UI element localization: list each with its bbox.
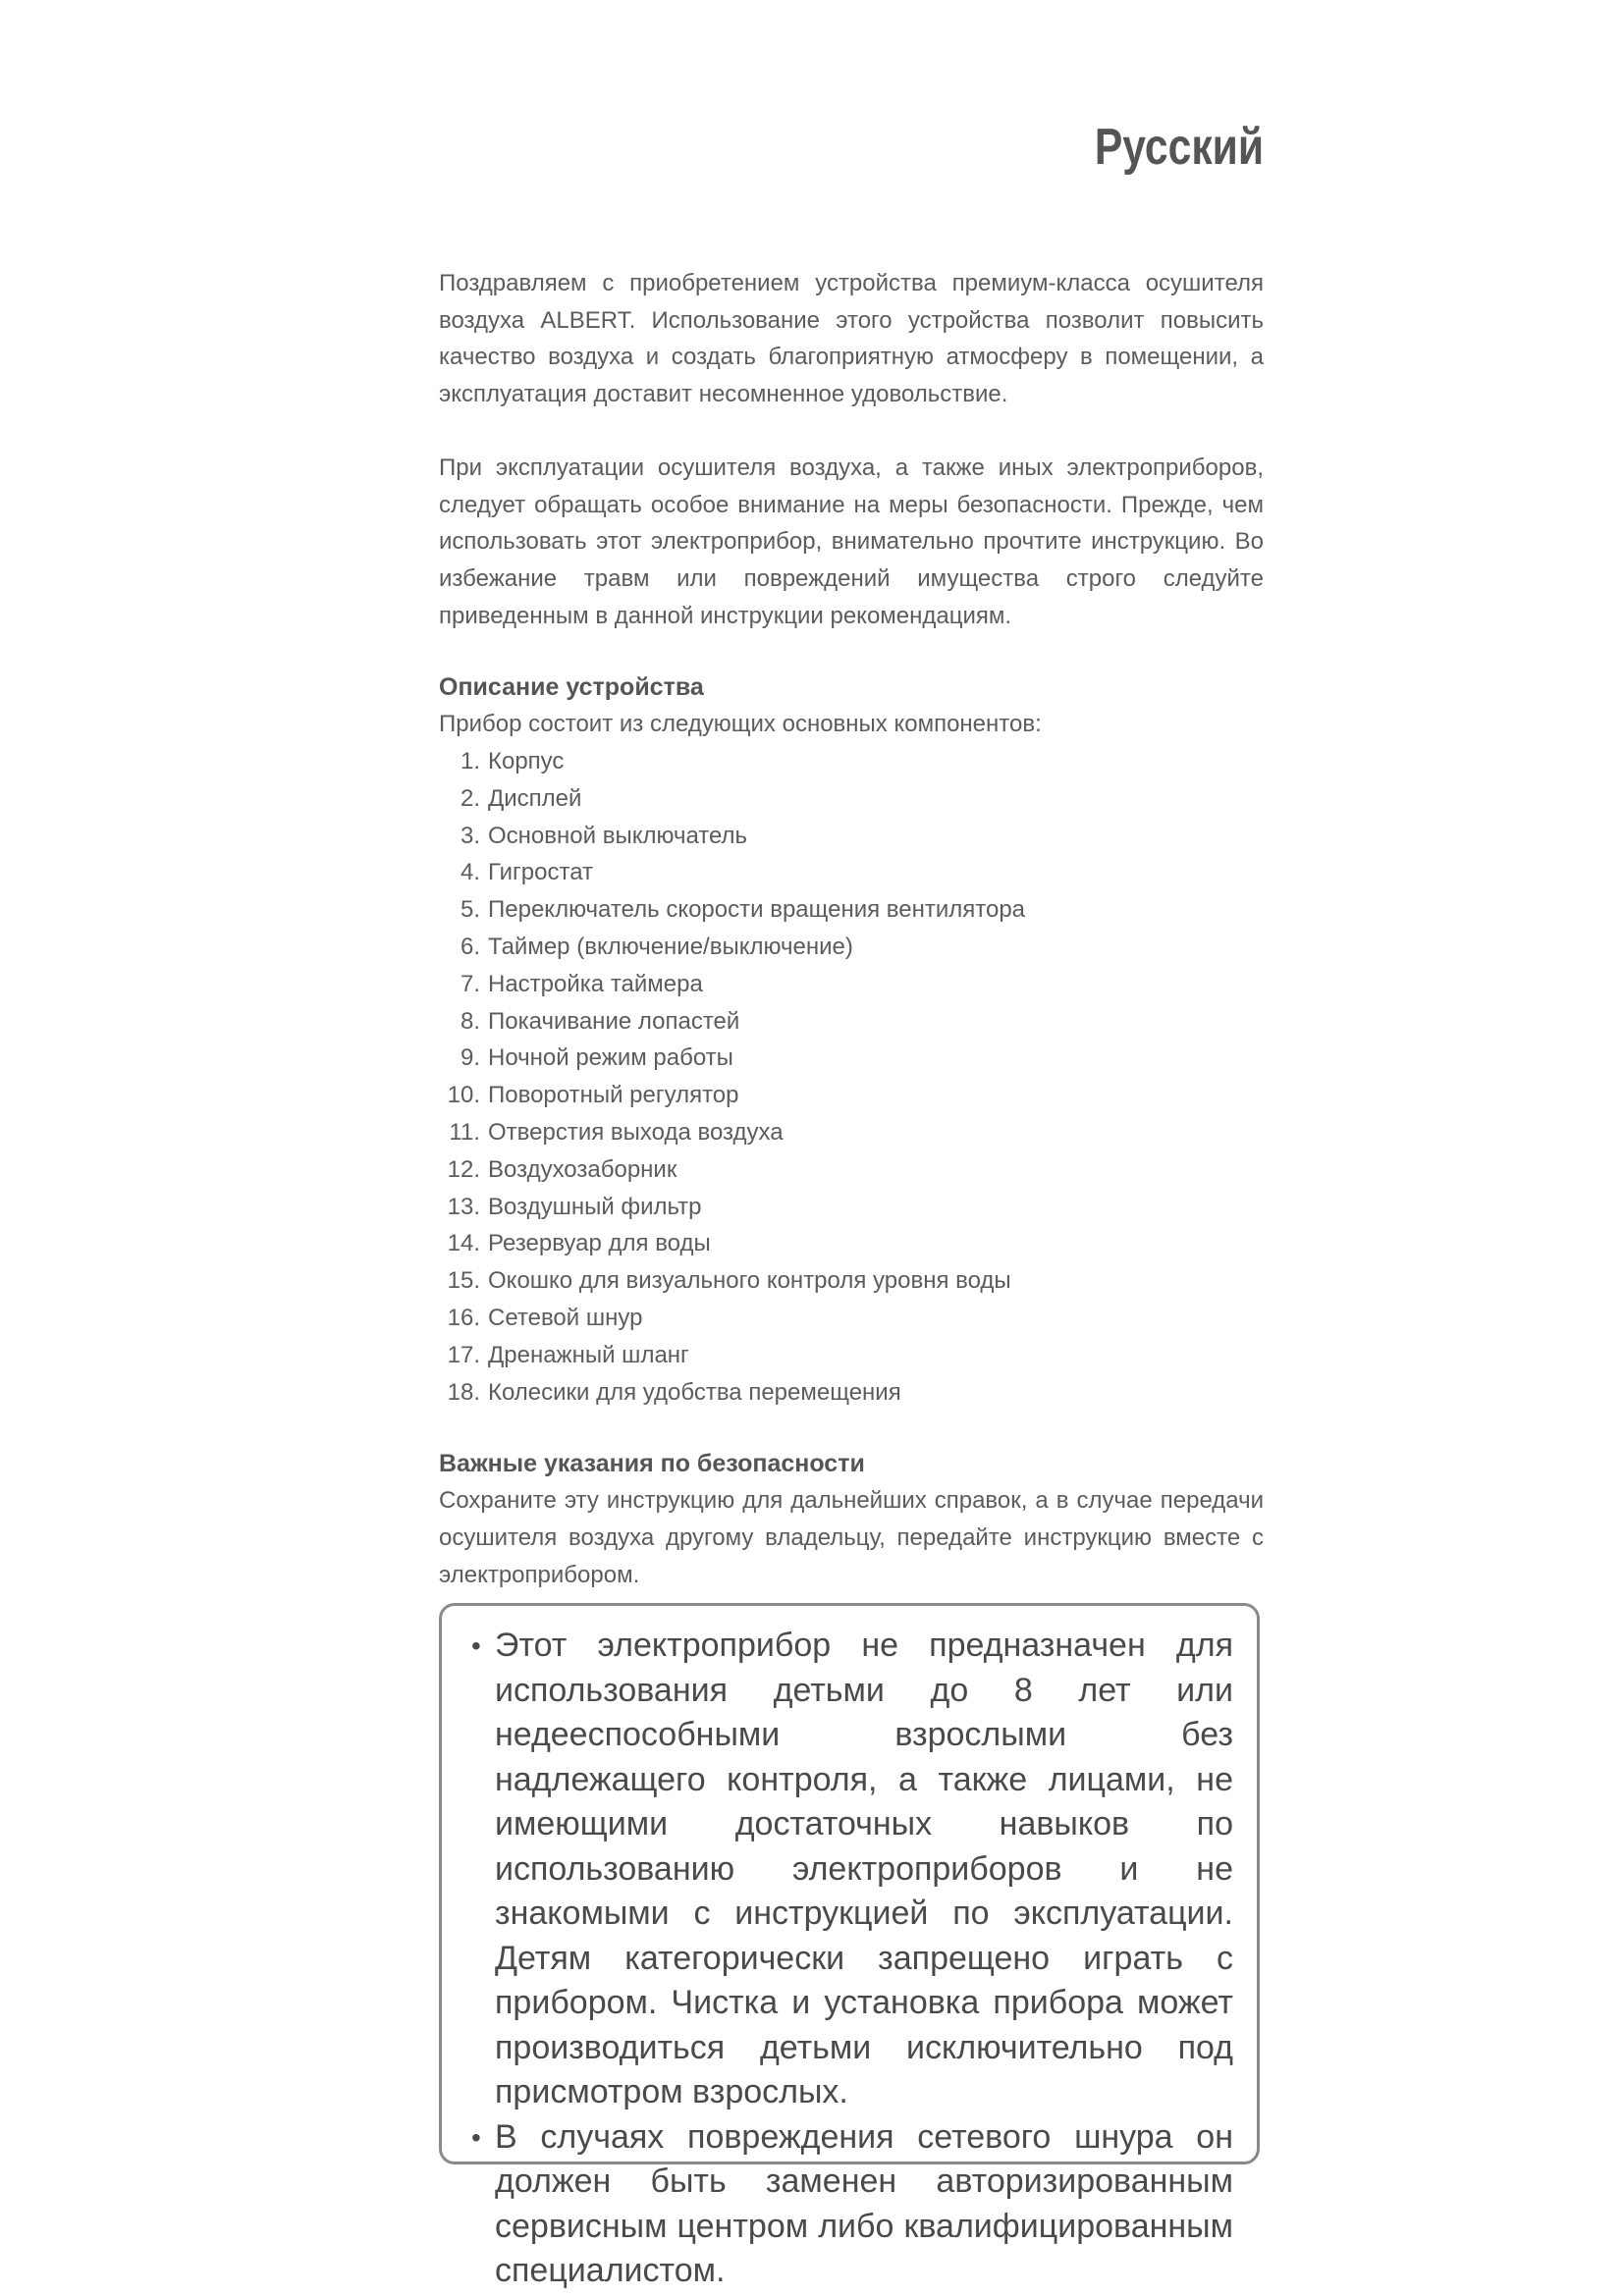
description-title: Описание устройства [439, 673, 704, 702]
list-item-number: 15. [447, 1267, 480, 1295]
bullet-icon: • [471, 2121, 481, 2153]
list-item-number: 3. [460, 822, 480, 849]
list-item-label: Переключатель скорости вращения вентилятора [488, 896, 1026, 924]
list-item [439, 1337, 1264, 1374]
list-item [439, 1077, 1264, 1114]
warning-item [465, 2115, 1233, 2294]
list-item-number: 7. [460, 970, 480, 997]
warning-item [465, 1624, 1233, 2115]
list-item-label: Отверстия выхода воздуха [488, 1119, 784, 1146]
list-item-label: Корпус [488, 748, 565, 775]
list-item [439, 1300, 1264, 1337]
list-item-number: 16. [447, 1304, 480, 1331]
list-item [439, 1262, 1264, 1300]
list-item-label: Окошко для визуального контроля уровня воды [488, 1267, 1011, 1295]
bullet-icon: • [471, 1630, 481, 1661]
list-item-number: 12. [447, 1155, 480, 1183]
list-item-number: 10. [447, 1082, 480, 1109]
list-item-label: Резервуар для воды [488, 1230, 711, 1257]
description-intro: Прибор состоит из следующих основных компонентов: [439, 711, 1042, 738]
list-item [439, 818, 1264, 855]
list-item-label: Таймер (включение/выключение) [488, 934, 853, 961]
list-item-label: Сетевой шнур [488, 1304, 643, 1331]
list-item [439, 929, 1264, 966]
list-item-label: Ночной режим работы [488, 1044, 733, 1072]
list-item-number: 13. [447, 1193, 480, 1220]
list-item [439, 743, 1264, 780]
components-list [439, 743, 1264, 1411]
list-item-label: Поворотный регулятор [488, 1082, 739, 1109]
intro-paragraph-2: При эксплуатации осушителя воздуха, а также иных электроприборов, следует обращать особое внимание на меры безопасности. Прежде, чем использовать этот электроприбор, внимательно прочтите инструкцию. Во избежание травм или повреждений имущества строго следуйте приведенным в данной инструкции рекомендациям. [439, 454, 1264, 629]
list-item-number: 8. [460, 1007, 480, 1035]
list-item [439, 780, 1264, 818]
intro-paragraph-1: Поздравляем с приобретением устройства премиум-класса осушителя воздуха ALBERT. Использование этого устройства позволит повысить качество воздуха и создать благоприятную атмосферу в помещении, а эксплуатация доставит несомненное удовольствие. [439, 270, 1264, 408]
list-item-number: 4. [460, 859, 480, 886]
list-item-label: Дренажный шланг [488, 1341, 689, 1368]
list-item [439, 891, 1264, 929]
list-item-number: 1. [460, 748, 480, 775]
list-item-number: 5. [460, 896, 480, 924]
list-item-label: Гигростат [488, 859, 594, 886]
list-item [439, 1114, 1264, 1151]
list-item-label: Воздухозаборник [488, 1155, 677, 1183]
safety-intro: Сохраните эту инструкцию для дальнейших справок, а в случае передачи осушителя воздуха другому владельцу, передайте инструкцию вместе с электроприбором. [439, 1487, 1264, 1588]
list-item-number: 18. [447, 1378, 480, 1406]
list-item [439, 1225, 1264, 1262]
list-item [439, 1040, 1264, 1077]
list-item-label: Покачивание лопастей [488, 1007, 740, 1035]
list-item [439, 966, 1264, 1003]
main-content [439, 265, 1264, 1593]
list-item-label: Колесики для удобства перемещения [488, 1378, 901, 1406]
list-item-number: 11. [449, 1119, 480, 1146]
list-item [439, 1189, 1264, 1226]
list-item-label: Воздушный фильтр [488, 1193, 702, 1220]
list-item-label: Основной выключатель [488, 822, 748, 849]
list-item [439, 854, 1264, 891]
list-item-number: 6. [460, 934, 480, 961]
warning-text: В случаях повреждения сетевого шнура он должен быть заменен авторизированным сервисным центром либо квалифицированным специалистом. [495, 2117, 1233, 2289]
list-item-number: 9. [460, 1044, 480, 1072]
list-item-number: 14. [447, 1230, 480, 1257]
warning-text: Этот электроприбор не предназначен для использования детьми до 8 лет или недееспособными взрослыми без надлежащего контроля, а также лицами, не имеющими достаточных навыков по использованию электроприборов и не знакомыми с инструкцией по эксплуатации. Детям категорически запрещено играть с прибором. Чистка и установка прибора может производиться детьми исключительно под присмотром взрослых. [495, 1627, 1233, 2110]
list-item [439, 1374, 1264, 1412]
list-item-number: 2. [460, 784, 480, 812]
language-heading: Русский [1094, 119, 1264, 176]
list-item-label: Настройка таймера [488, 970, 703, 997]
safety-title: Важные указания по безопасности [439, 1450, 865, 1478]
safety-warning-box [439, 1603, 1260, 2289]
list-item [439, 1151, 1264, 1189]
list-item-number: 17. [447, 1341, 480, 1368]
list-item-label: Дисплей [488, 784, 582, 812]
list-item [439, 1003, 1264, 1041]
